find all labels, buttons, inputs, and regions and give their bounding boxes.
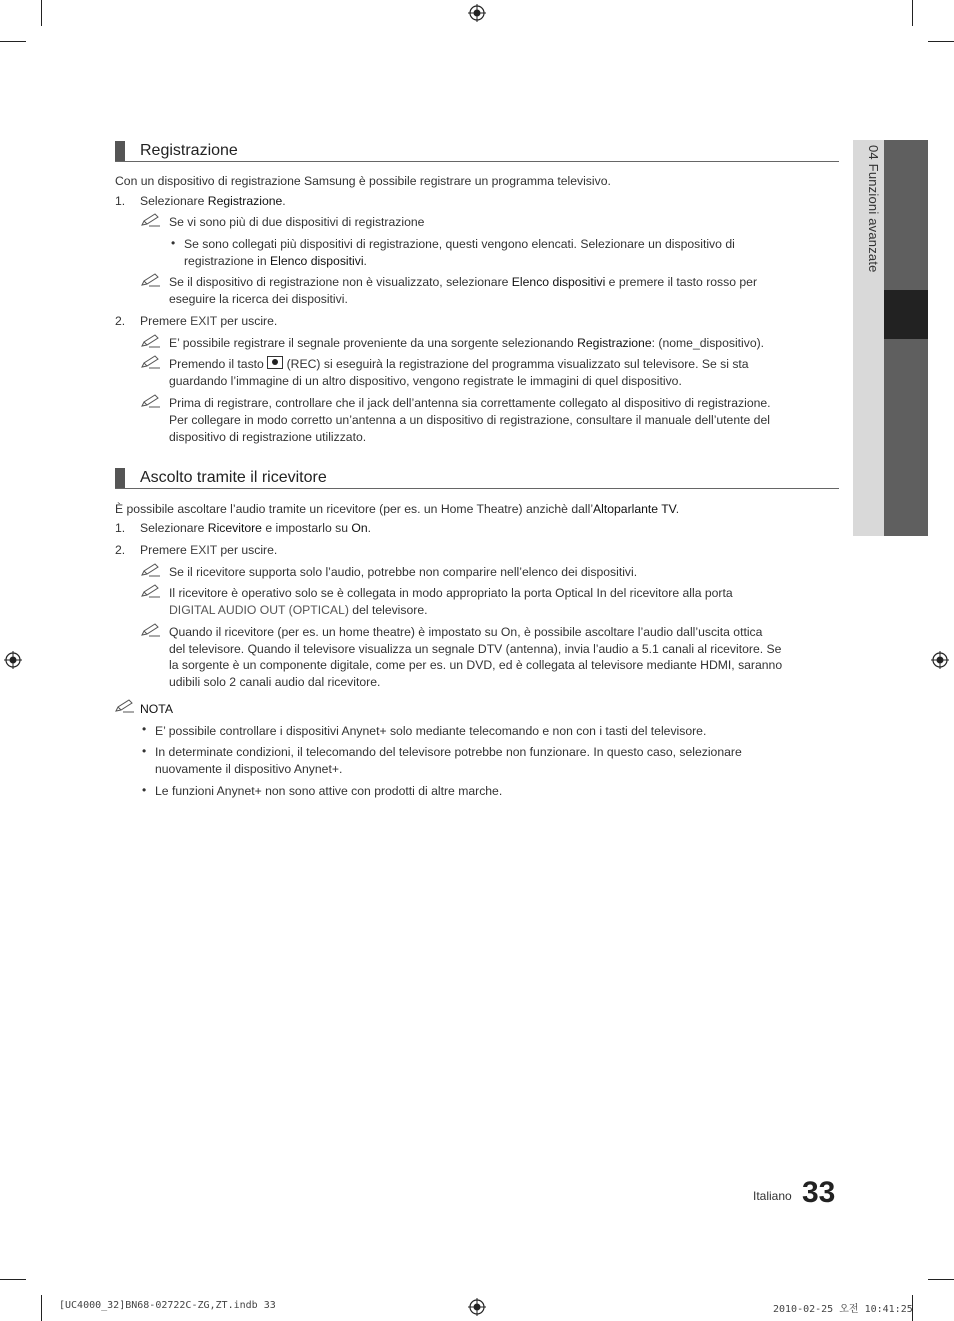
note-pencil-icon: [141, 273, 161, 287]
crop-mark: [928, 1279, 954, 1280]
note-pencil-icon: [141, 623, 161, 637]
bullet-text: registrazione in Elenco dispositivi.: [184, 254, 367, 268]
note-text: E’ possibile registrare il segnale proveniente da una sorgente selezionando Registrazione: (nome_dispositivo).: [169, 336, 765, 350]
bullet-dot: •: [142, 744, 147, 758]
crop-mark: [0, 1279, 26, 1280]
note-text: Prima di registrare, controllare che il jack dell’antenna sia correttamente collegato al dispositivo di registrazione.: [169, 396, 771, 410]
bullet-text: Se sono collegati più dispositivi di registrazione, questi vengono elencati. Selezionare un dispositivo di: [184, 237, 735, 251]
step-text: Selezionare Ricevitore e impostarlo su On.: [140, 521, 372, 535]
section-title: Registrazione: [140, 142, 238, 159]
bullet-dot: •: [171, 236, 176, 250]
note-text: dispositivo di registrazione utilizzato.: [169, 430, 367, 444]
step-number: 1.: [115, 194, 126, 208]
section-heading: [115, 141, 839, 162]
rec-button-icon: [267, 356, 283, 369]
page-language: Italiano: [753, 1189, 792, 1203]
heading-bar: [115, 468, 125, 488]
bullet-text: Le funzioni Anynet+ non sono attive con prodotti di altre marche.: [155, 784, 503, 798]
step-number: 1.: [115, 521, 126, 535]
note-pencil-icon: [115, 699, 135, 713]
bullet-text: E’ possibile controllare i dispositivi Anynet+ solo mediante telecomando e non con i tasti del televisore.: [155, 724, 707, 738]
intro-text: È possibile ascoltare l’audio tramite un ricevitore (per es. un Home Theatre) anzichè dall’Altoparlante TV.: [115, 502, 680, 516]
nota-label: NOTA: [140, 702, 173, 716]
bullet-text: nuovamente il dispositivo Anynet+.: [155, 762, 343, 776]
footer-datetime: 2010-02-25 오전 10:41:25: [773, 1304, 913, 1315]
bullet-text: In determinate condizioni, il telecomando del televisore potrebbe non funzionare. In questo caso, selezionare: [155, 745, 742, 759]
step-number: 2.: [115, 314, 126, 328]
note-text: Premendo il tasto (REC) si eseguirà la registrazione del programma visualizzato sul televisore. Se si sta: [169, 357, 749, 371]
crop-mark: [928, 41, 954, 42]
note-pencil-icon: [141, 563, 161, 577]
note-text: Se il dispositivo di registrazione non è visualizzato, selezionare Elenco dispositivi e premere il tasto rosso per: [169, 275, 758, 289]
page-number: 33: [802, 1176, 836, 1209]
step-text: Premere EXIT per uscire.: [140, 543, 278, 557]
registration-mark-icon: [931, 651, 949, 669]
note-text: udibili solo 2 canali audio dal ricevitore.: [169, 675, 381, 689]
heading-bar: [115, 141, 125, 161]
note-text: del televisore. Quando il televisore visualizza un segnale DTV (antenna), invia l’audio a 5.1 canali al ricevitore. Se: [169, 642, 782, 656]
registration-mark-icon: [468, 1298, 486, 1316]
side-tab-block: [884, 140, 928, 290]
note-pencil-icon: [141, 584, 161, 598]
registration-mark-icon: [468, 4, 486, 22]
crop-mark: [41, 0, 42, 26]
intro-text: Con un dispositivo di registrazione Samsung è possibile registrare un programma televisivo.: [115, 174, 611, 188]
note-text: DIGITAL AUDIO OUT (OPTICAL) del televisore.: [169, 603, 428, 617]
step-text: Premere EXIT per uscire.: [140, 314, 278, 328]
crop-mark: [41, 1295, 42, 1321]
note-pencil-icon: [141, 213, 161, 227]
note-pencil-icon: [141, 394, 161, 408]
crop-mark: [912, 0, 913, 26]
bullet-dot: •: [142, 722, 147, 736]
note-text: Il ricevitore è operativo solo se è collegata in modo appropriato la porta Optical In del ricevitore alla porta: [169, 586, 733, 600]
registration-mark-icon: [4, 651, 22, 669]
note-pencil-icon: [141, 355, 161, 369]
note-text: Quando il ricevitore (per es. un home theatre) è impostato su On, è possibile ascoltare l’audio dall’uscita ottica: [169, 625, 763, 639]
note-text: Se vi sono più di due dispositivi di registrazione: [169, 215, 425, 229]
section-title: Ascolto tramite il ricevitore: [140, 469, 327, 486]
step-text: Selezionare Registrazione.: [140, 194, 286, 208]
footer-file: [UC4000_32]BN68-02722C-ZG,ZT.indb 33: [59, 1300, 276, 1311]
note-text: la sorgente è un componente digitale, come per es. un DVD, ed è collegata al televisore mediante HDMI, saranno: [169, 658, 783, 672]
bullet-dot: •: [142, 783, 147, 797]
note-text: Se il ricevitore supporta solo l’audio, potrebbe non comparire nell’elenco dei dispositivi.: [169, 565, 638, 579]
note-text: guardando l’immagine di un altro dispositivo, vengono registrate le immagini di quel dispositivo.: [169, 374, 682, 388]
note-text: eseguire la ricerca dei dispositivi.: [169, 292, 348, 306]
side-tab-block: [884, 339, 928, 536]
step-number: 2.: [115, 543, 126, 557]
crop-mark: [0, 41, 26, 42]
chapter-label: 04 Funzioni avanzate: [866, 145, 881, 273]
section-heading: [115, 468, 839, 489]
side-tab-active-marker: [884, 290, 928, 339]
note-pencil-icon: [141, 334, 161, 348]
note-text: Per collegare in modo corretto un’antenna a un dispositivo di registrazione, consultare il manuale dell’utente del: [169, 413, 770, 427]
